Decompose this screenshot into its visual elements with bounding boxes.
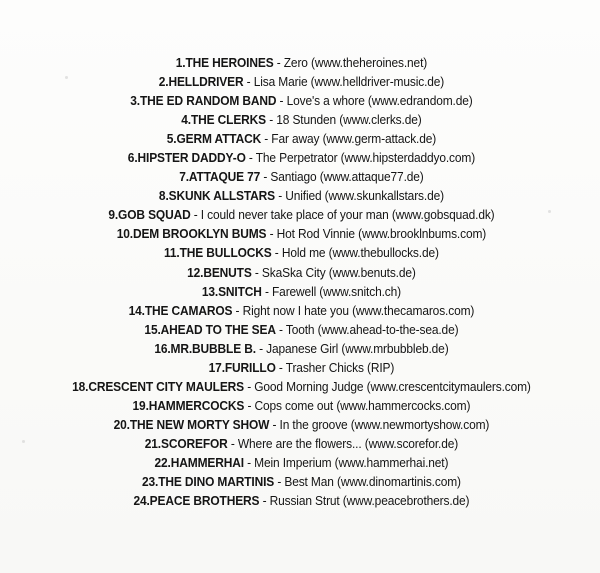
track-website: (www.benuts.de): [328, 264, 416, 280]
track-row: [25, 339, 577, 358]
track-website: (www.thecamaros.com): [352, 302, 475, 318]
track-artist: CRESCENT CITY MAULERS: [88, 378, 245, 394]
track-number: 21.: [144, 435, 161, 451]
track-row: [25, 167, 577, 186]
track-artist: THE CLERKS: [190, 112, 267, 128]
track-artist: MR.BUBBLE B.: [170, 340, 256, 356]
track-website: (www.hammerhai.net): [334, 454, 449, 470]
track-separator: -: [260, 169, 271, 185]
track-title: Japanese Girl: [266, 340, 339, 356]
track-title: Tooth: [285, 321, 315, 337]
track-website: (www.hammercocks.com): [336, 397, 471, 413]
track-row: [25, 263, 577, 282]
track-title: The Perpetrator: [255, 150, 338, 166]
track-separator: -: [232, 302, 243, 318]
track-artist: THE NEW MORTY SHOW: [129, 416, 270, 432]
track-website: (www.newmortyshow.com): [350, 416, 490, 432]
track-title: SkaSka City: [261, 264, 326, 280]
track-title: Santiago: [270, 169, 317, 185]
track-row: [25, 282, 577, 301]
track-website: (www.mrbubbleb.de): [341, 340, 449, 356]
track-row: [25, 358, 577, 377]
track-title: Zero: [283, 55, 308, 70]
track-separator: -: [275, 359, 286, 375]
track-row: [25, 491, 577, 510]
track-separator: -: [261, 131, 272, 147]
track-title: Hot Rod Vinnie: [276, 226, 355, 242]
track-title: Hold me: [281, 245, 326, 261]
track-website: (www.helldriver-music.de): [310, 74, 445, 90]
track-title: Mein Imperium: [254, 454, 332, 470]
track-separator: -: [243, 74, 254, 90]
track-number: 19.: [132, 397, 149, 413]
track-row: [25, 205, 577, 224]
track-artist: THE BULLOCKS: [179, 245, 272, 261]
track-number: 9.: [108, 207, 119, 223]
track-number: 16.: [154, 340, 171, 356]
track-title: Trasher Chicks: [285, 359, 364, 375]
track-number: 22.: [154, 454, 171, 470]
track-website: (www.scorefor.de): [364, 435, 459, 451]
track-website: (www.peacebrothers.de): [342, 493, 470, 509]
track-title: Farewell: [272, 283, 317, 299]
track-artist: PEACE BROTHERS: [149, 493, 260, 509]
track-website: (www.ahead-to-the-sea.de): [317, 321, 459, 337]
track-row: [25, 453, 577, 472]
track-title: 18 Stunden: [276, 112, 337, 128]
track-website: (www.theheroines.net): [310, 55, 428, 70]
track-number: 20.: [113, 416, 130, 432]
track-website: (www.brooklnbums.com): [358, 226, 487, 242]
track-artist: FURILLO: [224, 359, 276, 375]
track-artist: BENUTS: [203, 264, 252, 280]
track-row: [25, 415, 577, 434]
track-artist: AHEAD TO THE SEA: [160, 321, 276, 337]
track-separator: -: [243, 454, 255, 470]
track-separator: -: [261, 283, 273, 299]
track-row: [25, 301, 577, 320]
track-title: In the groove: [279, 416, 348, 432]
track-artist: HAMMERCOCKS: [148, 397, 245, 413]
track-separator: -: [266, 226, 277, 242]
track-separator: -: [275, 188, 286, 204]
track-number: 12.: [187, 264, 204, 280]
track-title: Cops come out: [254, 397, 334, 413]
track-separator: -: [274, 474, 285, 490]
track-separator: -: [266, 112, 277, 128]
track-number: 1.: [175, 55, 186, 70]
track-number: 15.: [144, 321, 161, 337]
track-artist: THE ED RANDOM BAND: [139, 93, 277, 109]
track-separator: -: [251, 264, 262, 280]
track-separator: -: [275, 321, 286, 337]
track-row: [25, 91, 577, 110]
track-separator: -: [244, 397, 255, 413]
track-number: 23.: [141, 474, 159, 490]
track-artist: GERM ATTACK: [176, 131, 262, 147]
track-website: (www.thebullocks.de): [328, 245, 439, 261]
track-title: Love's a whore: [286, 93, 365, 109]
track-artist: THE HEROINES: [185, 55, 274, 70]
track-artist: SNITCH: [218, 283, 262, 299]
track-website: (www.dinomartinis.com): [336, 474, 461, 490]
track-separator: -: [245, 150, 256, 166]
track-row: [25, 377, 577, 396]
track-title: Lisa Marie: [253, 74, 308, 90]
track-number: 6.: [127, 150, 138, 166]
track-separator: -: [255, 340, 267, 356]
track-separator: -: [259, 493, 270, 509]
track-website: (www.germ-attack.de): [322, 131, 437, 147]
track-website: (www.skunkallstars.de): [324, 188, 444, 204]
track-artist: ATTAQUE 77: [188, 169, 261, 185]
track-separator: -: [227, 435, 238, 451]
track-row: [25, 186, 577, 205]
track-artist: HAMMERHAI: [170, 454, 244, 470]
track-number: 8.: [158, 188, 169, 204]
track-number: 2.: [158, 74, 169, 90]
track-title: Far away: [271, 131, 320, 147]
track-number: 13.: [201, 283, 219, 299]
track-row: [25, 110, 577, 129]
track-website: (www.attaque77.de): [319, 169, 424, 185]
track-website: (www.clerks.de): [339, 112, 422, 128]
track-number: 10.: [116, 226, 133, 242]
track-number: 5.: [166, 131, 177, 147]
track-website: (www.gobsquad.dk): [391, 207, 495, 223]
track-number: 18.: [72, 378, 89, 394]
track-number: 7.: [179, 169, 189, 185]
track-separator: -: [271, 245, 282, 261]
track-row: [25, 320, 577, 339]
track-number: 24.: [133, 493, 150, 509]
track-title: Right now I hate you: [242, 302, 349, 318]
track-row: [25, 72, 577, 91]
track-number: 4.: [181, 112, 191, 128]
track-artist: GOB SQUAD: [118, 207, 191, 223]
track-row: [25, 224, 577, 243]
track-artist: THE DINO MARTINIS: [158, 474, 275, 490]
track-row: [25, 129, 577, 148]
track-artist: SKUNK ALLSTARS: [168, 188, 276, 204]
track-number: 14.: [128, 302, 145, 318]
track-artist: THE CAMAROS: [144, 302, 233, 318]
track-title: Best Man: [284, 474, 334, 490]
track-number: 17.: [208, 359, 225, 375]
track-separator: -: [190, 207, 201, 223]
track-title: Unified: [285, 188, 322, 204]
track-number: 3.: [130, 93, 140, 109]
track-title: Where are the flowers...: [237, 435, 362, 451]
track-website: (www.crescentcitymaulers.com): [366, 378, 531, 394]
track-row: [25, 434, 577, 453]
track-title: I could never take place of your man: [200, 207, 389, 223]
track-row: [25, 53, 577, 72]
track-separator: -: [276, 93, 287, 109]
track-row: [25, 243, 577, 262]
track-website: (www.snitch.ch): [319, 283, 401, 299]
track-artist: SCOREFOR: [160, 435, 228, 451]
track-title: Russian Strut: [269, 493, 340, 509]
track-row: [25, 396, 577, 415]
track-artist: DEM BROOKLYN BUMS: [132, 226, 267, 242]
track-row: [25, 472, 577, 491]
track-artist: HELLDRIVER: [168, 74, 244, 90]
track-separator: -: [273, 55, 284, 70]
tracklist: [0, 53, 600, 510]
track-website: (www.edrandom.de): [367, 93, 473, 109]
track-title: Good Morning Judge: [254, 378, 364, 394]
track-artist: HIPSTER DADDY-O: [137, 150, 246, 166]
track-website: (RIP): [366, 359, 395, 375]
track-separator: -: [269, 416, 280, 432]
track-row: [25, 148, 577, 167]
track-number: 11.: [164, 245, 180, 261]
track-website: (www.hipsterdaddyo.com): [340, 150, 476, 166]
track-separator: -: [244, 378, 255, 394]
